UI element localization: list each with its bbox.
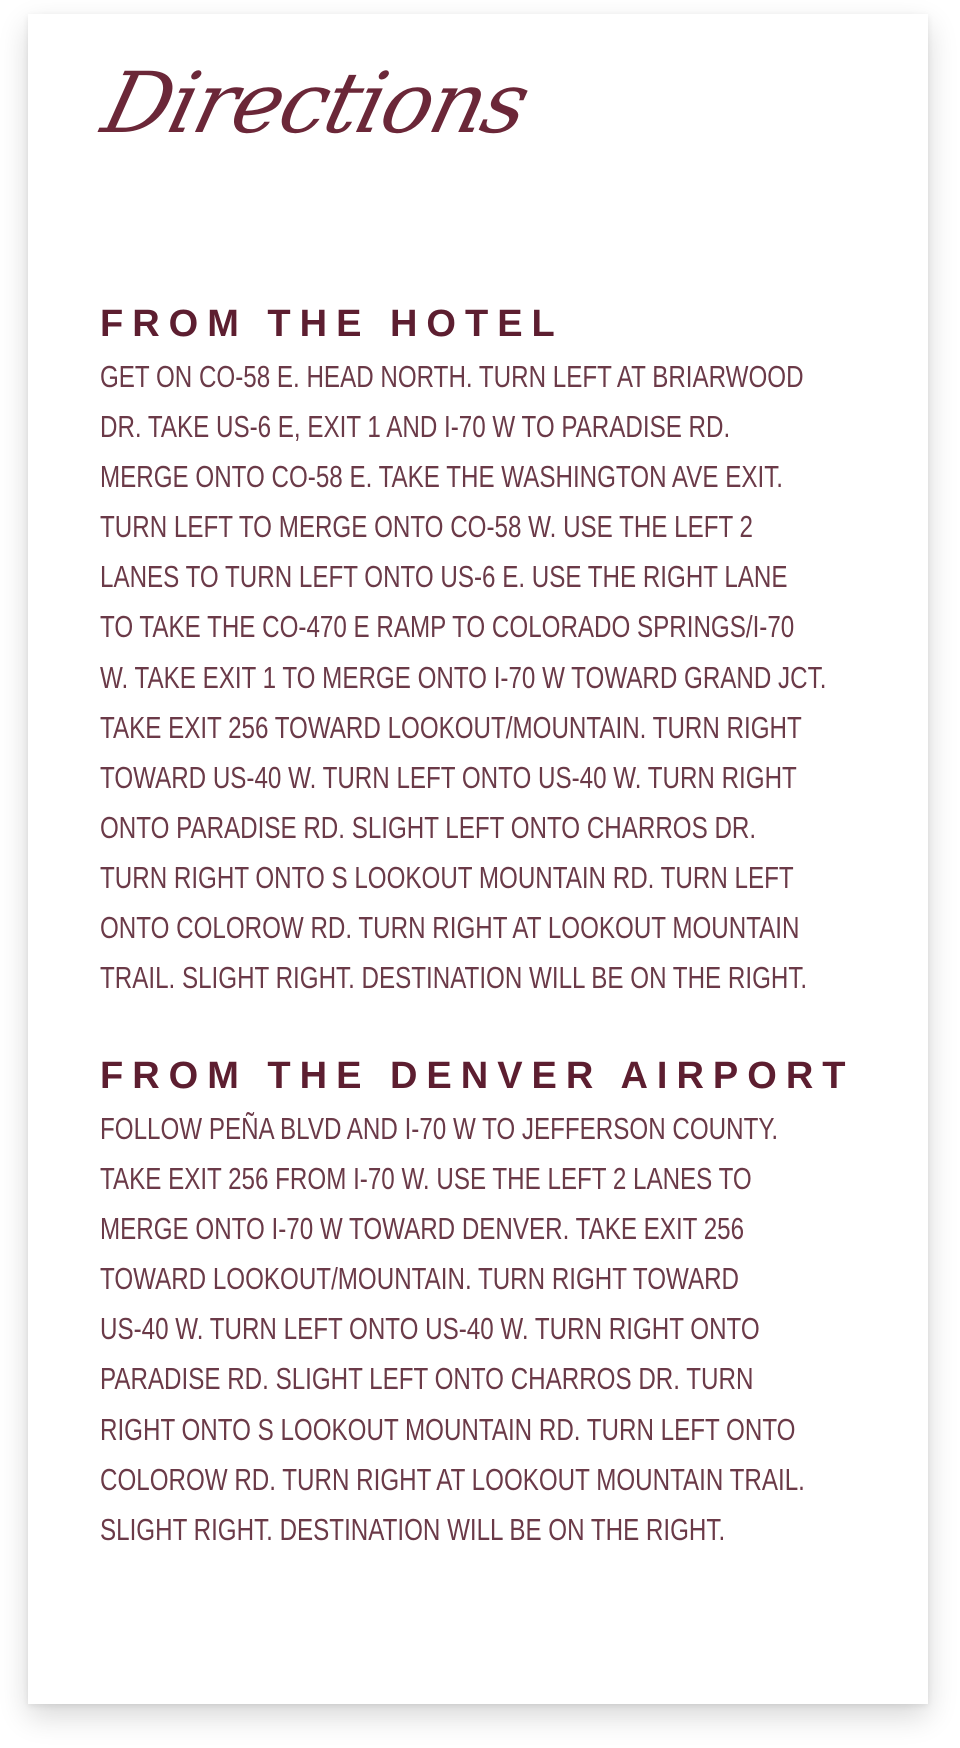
section-heading-airport: FROM THE DENVER AIRPORT (100, 1055, 855, 1097)
directions-card (28, 14, 928, 1704)
direction-line: TAKE EXIT 256 TOWARD LOOKOUT/MOUNTAIN. TURN RIGHT (100, 709, 802, 745)
direction-line: ONTO COLOROW RD. TURN RIGHT AT LOOKOUT MOUNTAIN (100, 910, 800, 946)
direction-line: FOLLOW PEÑA BLVD AND I-70 W TO JEFFERSON COUNTY. (100, 1111, 779, 1146)
direction-line: US-40 W. TURN LEFT ONTO US-40 W. TURN RIGHT ONTO (100, 1311, 760, 1347)
direction-line: MERGE ONTO CO-58 E. TAKE THE WASHINGTON AVE EXIT. (100, 459, 784, 495)
direction-line: MERGE ONTO I-70 W TOWARD DENVER. TAKE EXIT 256 (100, 1211, 745, 1247)
direction-line: PARADISE RD. SLIGHT LEFT ONTO CHARROS DR. TURN (100, 1361, 754, 1397)
section-heading-hotel: FROM THE HOTEL (100, 303, 564, 345)
section-from-hotel (100, 300, 880, 1003)
direction-line: TO TAKE THE CO-470 E RAMP TO COLORADO SPRINGS/I-70 (100, 609, 795, 645)
direction-line: W. TAKE EXIT 1 TO MERGE ONTO I-70 W TOWARD GRAND JCT. (100, 659, 827, 695)
direction-line: DR. TAKE US-6 E, EXIT 1 AND I-70 W TO PARADISE RD. (100, 409, 731, 445)
direction-line: RIGHT ONTO S LOOKOUT MOUNTAIN RD. TURN LEFT ONTO (100, 1411, 796, 1447)
section-body-hotel (100, 352, 880, 1003)
direction-line: ONTO PARADISE RD. SLIGHT LEFT ONTO CHARROS DR. (100, 809, 757, 845)
section-body-airport (100, 1104, 880, 1555)
direction-line: TURN RIGHT ONTO S LOOKOUT MOUNTAIN RD. TURN LEFT (100, 859, 794, 895)
direction-line: TAKE EXIT 256 FROM I-70 W. USE THE LEFT 2 LANES TO (100, 1161, 752, 1197)
direction-line: LANES TO TURN LEFT ONTO US-6 E. USE THE RIGHT LANE (100, 559, 788, 595)
page-title (93, 50, 538, 210)
direction-line: COLOROW RD. TURN RIGHT AT LOOKOUT MOUNTAIN TRAIL. (100, 1461, 805, 1497)
direction-line: SLIGHT RIGHT. DESTINATION WILL BE ON THE RIGHT. (100, 1511, 726, 1547)
section-from-airport (100, 1052, 880, 1555)
direction-line: TURN LEFT TO MERGE ONTO CO-58 W. USE THE LEFT 2 (100, 509, 753, 545)
direction-line: TOWARD LOOKOUT/MOUNTAIN. TURN RIGHT TOWARD (100, 1261, 740, 1297)
direction-line: TOWARD US-40 W. TURN LEFT ONTO US-40 W. TURN RIGHT (100, 759, 797, 795)
direction-line: TRAIL. SLIGHT RIGHT. DESTINATION WILL BE ON THE RIGHT. (100, 960, 808, 996)
title-script-text: Directions (93, 54, 538, 152)
direction-line: GET ON CO-58 E. HEAD NORTH. TURN LEFT AT BRIARWOOD (100, 359, 804, 394)
